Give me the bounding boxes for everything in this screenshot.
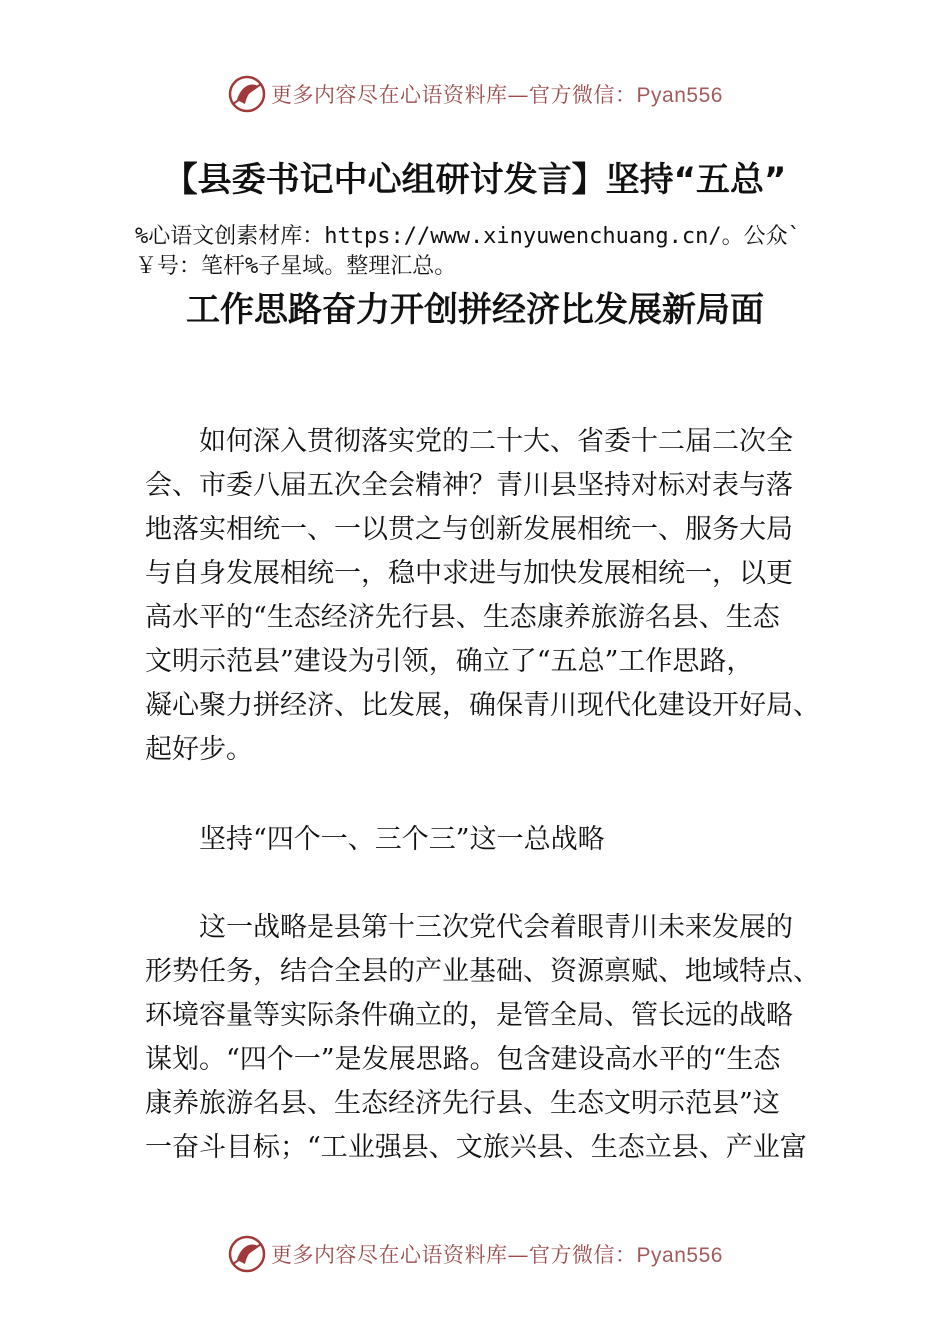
section-heading [145, 818, 810, 862]
footer-banner [0, 1232, 950, 1276]
paragraph-line: 地落实相统一、一以贯之与创新发展相统一、服务大局 [145, 514, 793, 545]
paragraph-line: 凝心聚力拼经济、比发展，确保青川现代化建设开好局、 [145, 690, 820, 721]
paragraph-line: 康养旅游名县、生态经济先行县、生态文明示范县”这 [145, 1088, 780, 1119]
paragraph-2 [145, 906, 820, 1170]
footer-banner-label: 官方微信： [529, 1243, 637, 1267]
paragraph-line: 这一战略是县第十三次党代会着眼青川未来发展的 [199, 912, 793, 943]
document-title-line2: 工作思路奋力开创拼经济比发展新局面 [186, 290, 764, 330]
footer-banner-main: 更多内容尽在心语资料库 [271, 1243, 508, 1267]
header-banner-handle: Pyan556 [636, 84, 723, 107]
paragraph-line: 形势任务，结合全县的产业基础、资源禀赋、地域特点、 [145, 956, 820, 987]
header-banner-main: 更多内容尽在心语资料库 [271, 83, 508, 107]
footer-banner-handle: Pyan556 [636, 1244, 723, 1267]
section-heading-text: 坚持“四个一、三个三”这一总战略 [199, 824, 605, 855]
logo-icon [227, 74, 267, 114]
paragraph-line: 谋划。“四个一”是发展思路。包含建设高水平的“生态 [145, 1044, 781, 1075]
paragraph-line: 一奋斗目标；“工业强县、文旅兴县、生态立县、产业富 [145, 1132, 807, 1163]
logo-icon [227, 1234, 267, 1274]
paragraph-line: 高水平的“生态经济先行县、生态康养旅游名县、生态 [145, 602, 780, 633]
paragraph-1 [145, 420, 820, 772]
header-banner-label: 官方微信： [529, 83, 637, 107]
document-title-line1: 【县委书记中心组研讨发言】坚持“五总” [163, 160, 787, 200]
footer-banner-text [271, 1239, 723, 1269]
source-note: %心语文创素材库：https://www.xinyuwenchuang.cn/。公众`￥号：笔杆%子星域。整理汇总。 [135, 224, 801, 279]
footer-banner-separator: — [507, 1243, 530, 1267]
paragraph-line: 与自身发展相统一，稳中求进与加快发展相统一，以更 [145, 558, 793, 589]
paragraph-line: 文明示范县”建设为引领，确立了“五总”工作思路， [145, 646, 754, 677]
header-banner-text [271, 79, 723, 109]
header-banner-separator: — [507, 83, 530, 107]
header-banner [0, 72, 950, 116]
paragraph-line: 环境容量等实际条件确立的，是管全局、管长远的战略 [145, 1000, 793, 1031]
paragraph-line: 如何深入贯彻落实党的二十大、省委十二届二次全 [199, 426, 793, 457]
paragraph-line: 起好步。 [145, 734, 253, 765]
paragraph-line: 会、市委八届五次全会精神？青川县坚持对标对表与落 [145, 470, 793, 501]
